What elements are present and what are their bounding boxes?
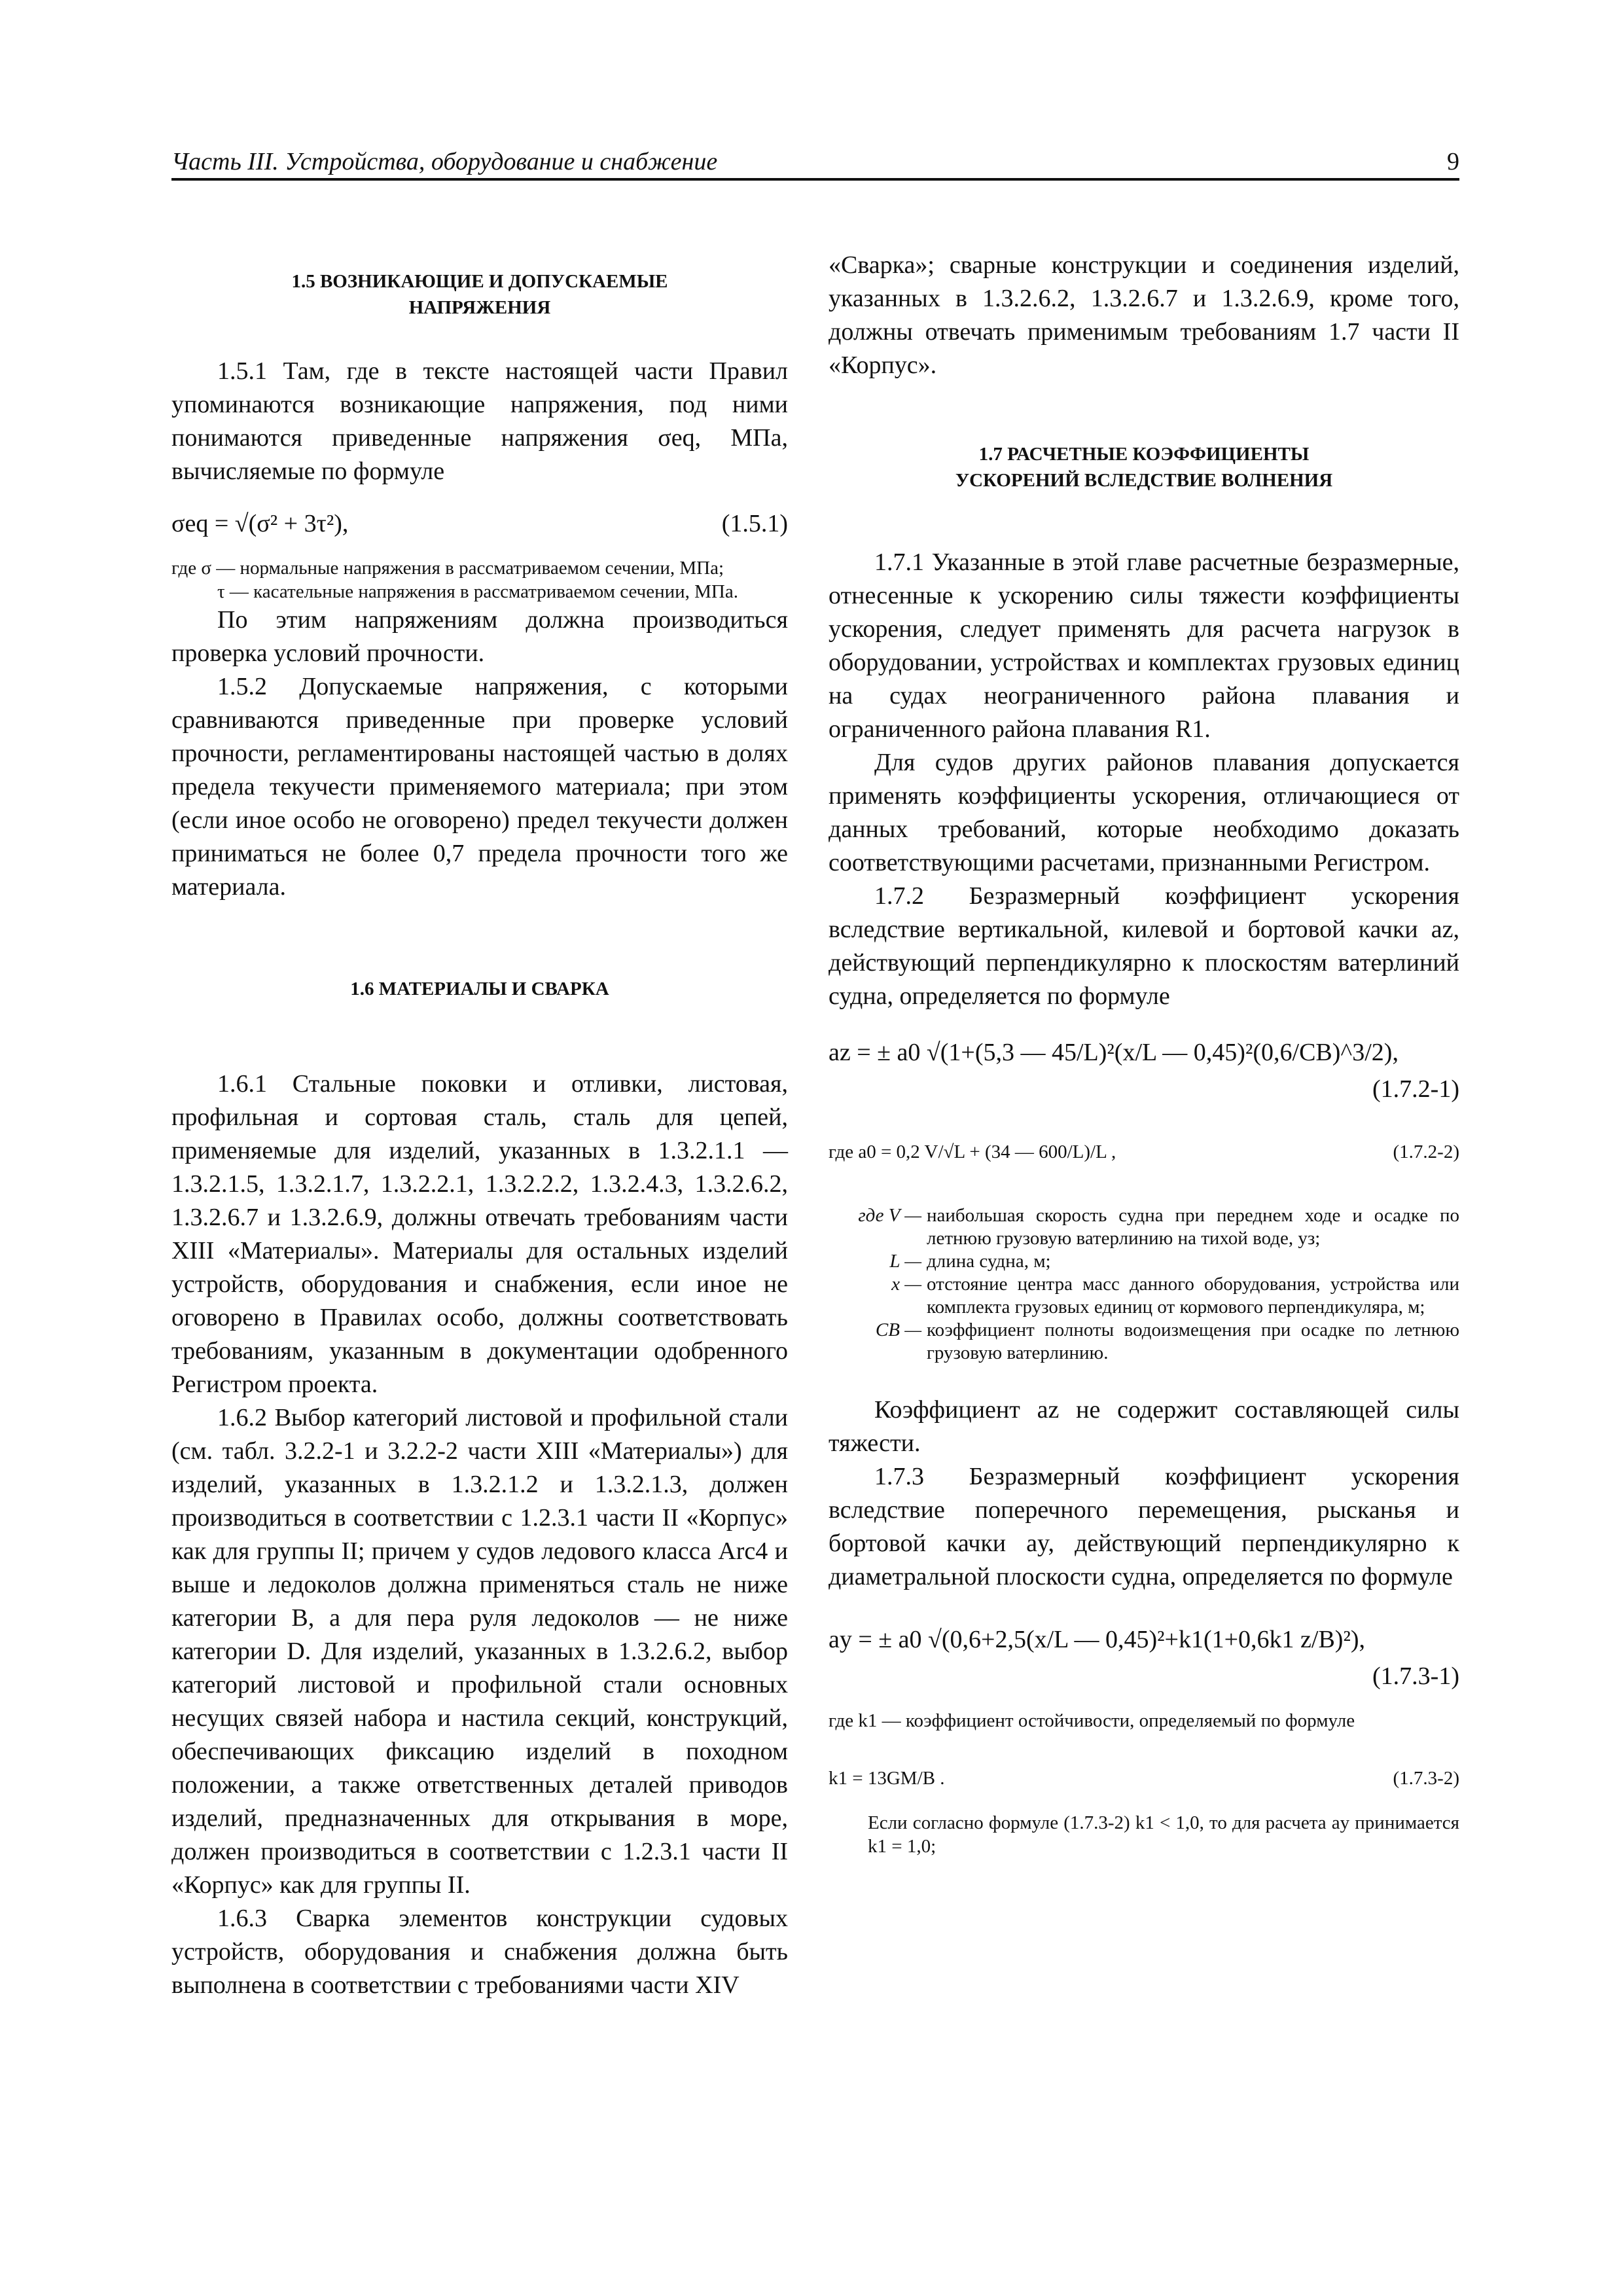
left-column — [171, 249, 788, 2002]
formula-1-7-2-1-expression: az = ± a0 √(1+(5,3 — 45/L)²(x/L — 0,45)²(0,6/CB)^3/2), — [829, 1039, 1399, 1066]
paragraph-1-6-3: 1.6.3 Сварка элементов конструкции судовых устройств, оборудования и снабжения должна быть выполнена в соответствии с требованиями части XIV — [171, 1905, 788, 1999]
right-column — [829, 249, 1459, 1858]
paragraph-1-7-2-cont: Коэффициент az не содержит составляющей силы тяжести. — [829, 1396, 1459, 1457]
formula-1-5-1-number: (1.5.1) — [721, 510, 788, 537]
section-1-6-heading: 1.6 МАТЕРИАЛЫ И СВАРКА — [350, 978, 609, 999]
formula-1-7-2-1 — [829, 1033, 1459, 1072]
where-definition: коэффициент полноты водоизмещения при осадке по летнюю грузовую ватерлинию. — [927, 1319, 1459, 1363]
formula-1-7-3-2-number: (1.7.3-2) — [1393, 1768, 1459, 1789]
running-title: Часть III. Устройства, оборудование и снабжение — [171, 148, 718, 175]
formula-1-7-3-1-number: (1.7.3-1) — [1372, 1662, 1459, 1690]
section-1-5-heading-cont: НАПРЯЖЕНИЯ — [408, 297, 551, 318]
where-note-tau: τ — касательные напряжения в рассматриваемом сечении, МПа. — [217, 581, 738, 602]
paragraph-1-6-3-cont: «Сварка»; сварные конструкции и соединения изделий, указанных в 1.3.2.6.2, 1.3.2.6.7 и 1.3.2.6.9, кроме того, должны отвечать применимым требованиям 1.7 части II «Корпус». — [829, 251, 1459, 379]
formula-1-5-1-expression: σeq = √(σ² + 3τ²), — [171, 510, 349, 537]
paragraph-1-7-1: 1.7.1 Указанные в этой главе расчетные безразмерные, отнесенные к ускорению силы тяжести коэффициенты ускорения, следует применять для расчета нагрузок в оборудовании, устройствах и комплектах грузовых единиц на судах неограниченного района плавания и ограниченного района плавания R1. — [829, 548, 1459, 743]
section-1-5-heading: 1.5 ВОЗНИКАЮЩИЕ И ДОПУСКАЕМЫЕ — [291, 271, 668, 292]
paragraph-1-7-3: 1.7.3 Безразмерный коэффициент ускорения вследствие поперечного перемещения, рысканья и бортовой качки ay, действующий перпендикулярно к диаметральной плоскости судна, определяется по формуле — [829, 1463, 1459, 1590]
page-number: 9 — [1447, 148, 1459, 175]
where-note-sigma: где σ — нормальные напряжения в рассматриваемом сечении, МПа; — [171, 558, 724, 579]
formula-1-7-3-1-expression: ay = ± a0 √(0,6+2,5(x/L — 0,45)²+k1(1+0,6k1 z/B)²), — [829, 1626, 1366, 1653]
where-symbol: L — — [889, 1251, 921, 1272]
section-1-7-heading-cont: УСКОРЕНИЙ ВСЛЕДСТВИЕ ВОЛНЕНИЯ — [955, 470, 1333, 491]
where-definition: длина судна, м; — [927, 1251, 1051, 1272]
paragraph-1-6-2: 1.6.2 Выбор категорий листовой и профильной стали (см. табл. 3.2.2-1 и 3.2.2-2 части XIII «Материалы») для изделий, указанных в 1.3.2.1.2 и 1.3.2.1.3, должен производиться в соответствии с 1.2.3.1 части II «Корпус» как для группы II; причем у судов ледового класса Arc4 и выше и ледоколов должна применяться сталь не ниже категории B, а для пера руля ледоколов — не ниже категории D. Для изделий, указанных в 1.3.2.6.2, выбор категорий листовой и профильной стали основных несущих связей набора и настила секций, конструкций, обеспечивающих фиксацию изделий в походном положении, а также ответственных деталей приводов изделий, предназначенных для открывания в море, должен производиться в соответствии с 1.2.3.1 части II «Корпус» как для группы II. — [171, 1404, 788, 1899]
where-definition: отстояние центра масс данного оборудования, устройства или комплекта грузовых единиц от кормового перпендикуляра, м; — [927, 1274, 1459, 1318]
formula-1-7-3-2 — [829, 1759, 1459, 1798]
paragraph-1-7-2: 1.7.2 Безразмерный коэффициент ускорения вследствие вертикальной, килевой и бортовой качки az, действующий перпендикулярно к плоскостям ватерлиний судна, определяется по формуле — [829, 882, 1459, 1010]
formula-1-5-1 — [171, 504, 788, 543]
header-rule — [171, 178, 1459, 181]
paragraph-1-5-2: 1.5.2 Допускаемые напряжения, с которыми сравниваются приведенные при проверке условий прочности, регламентированы настоящей частью в долях предела текучести применяемого материала; при этом (если иное особо не оговорено) предел текучести должен приниматься не более 0,7 предела прочности того же материала. — [171, 673, 788, 901]
formula-1-7-3-2-expression: k1 = 13GM/B . — [829, 1768, 945, 1789]
formula-1-7-2-1-number-row — [829, 1072, 1459, 1106]
formula-1-7-3-1-number-row — [829, 1659, 1459, 1693]
where-list-1-7-2 — [829, 1204, 1459, 1365]
formula-1-7-2-2-number: (1.7.2-2) — [1393, 1141, 1459, 1162]
formula-1-7-3-1 — [829, 1620, 1459, 1659]
paragraph-1-6-1: 1.6.1 Стальные поковки и отливки, листовая, профильная и сортовая сталь, сталь для цепей, применяемые для изделий, указанных в 1.3.2.1.1 — 1.3.2.1.5, 1.3.2.1.7, 1.3.2.2.1, 1.3.2.2.2, 1.3.2.4.3, 1.3.2.6.2, 1.3.2.6.7 и 1.3.2.6.9, должны отвечать требованиям части XIII «Материалы». Материалы для остальных изделий устройств, оборудования и снабжения, если иное не оговорено в Правилах особо, должны соответствовать требованиям, указанным в документации одобренного Регистром проекта. — [171, 1070, 788, 1398]
where-symbol: x — — [891, 1274, 921, 1295]
paragraph-1-5-1-cont: По этим напряжениям должна производиться проверка условий прочности. — [171, 606, 788, 667]
formula-1-7-2-2 — [829, 1132, 1459, 1172]
note-1-7-3: Если согласно формуле (1.7.3-2) k1 < 1,0, то для расчета ay принимается k1 = 1,0; — [868, 1812, 1459, 1857]
formula-1-7-2-1-number: (1.7.2-1) — [1372, 1075, 1459, 1103]
section-1-7-heading: 1.7 РАСЧЕТНЫЕ КОЭФФИЦИЕНТЫ — [978, 444, 1310, 465]
running-header — [171, 145, 1459, 179]
where-definition: наибольшая скорость судна при переднем ходе и осадке по летнюю грузовую ватерлинию на тихой воде, уз; — [927, 1205, 1459, 1249]
paragraph-1-7-1-cont: Для судов других районов плавания допускается применять коэффициенты ускорения, отличающиеся от данных требований, которые необходимо доказать соответствующими расчетами, признанными Регистром. — [829, 749, 1459, 876]
where-note-k1: где k1 — коэффициент остойчивости, определяемый по формуле — [829, 1710, 1355, 1731]
paragraph-1-5-1: 1.5.1 Там, где в тексте настоящей части Правил упоминаются возникающие напряжения, под ними понимаются приведенные напряжения σeq, МПа, вычисляемые по формуле — [171, 357, 788, 485]
where-symbol: CB — — [875, 1319, 921, 1340]
formula-1-7-2-2-expression: где a0 = 0,2 V/√L + (34 — 600/L)/L , — [829, 1141, 1116, 1162]
where-symbol: где V — — [858, 1205, 921, 1226]
